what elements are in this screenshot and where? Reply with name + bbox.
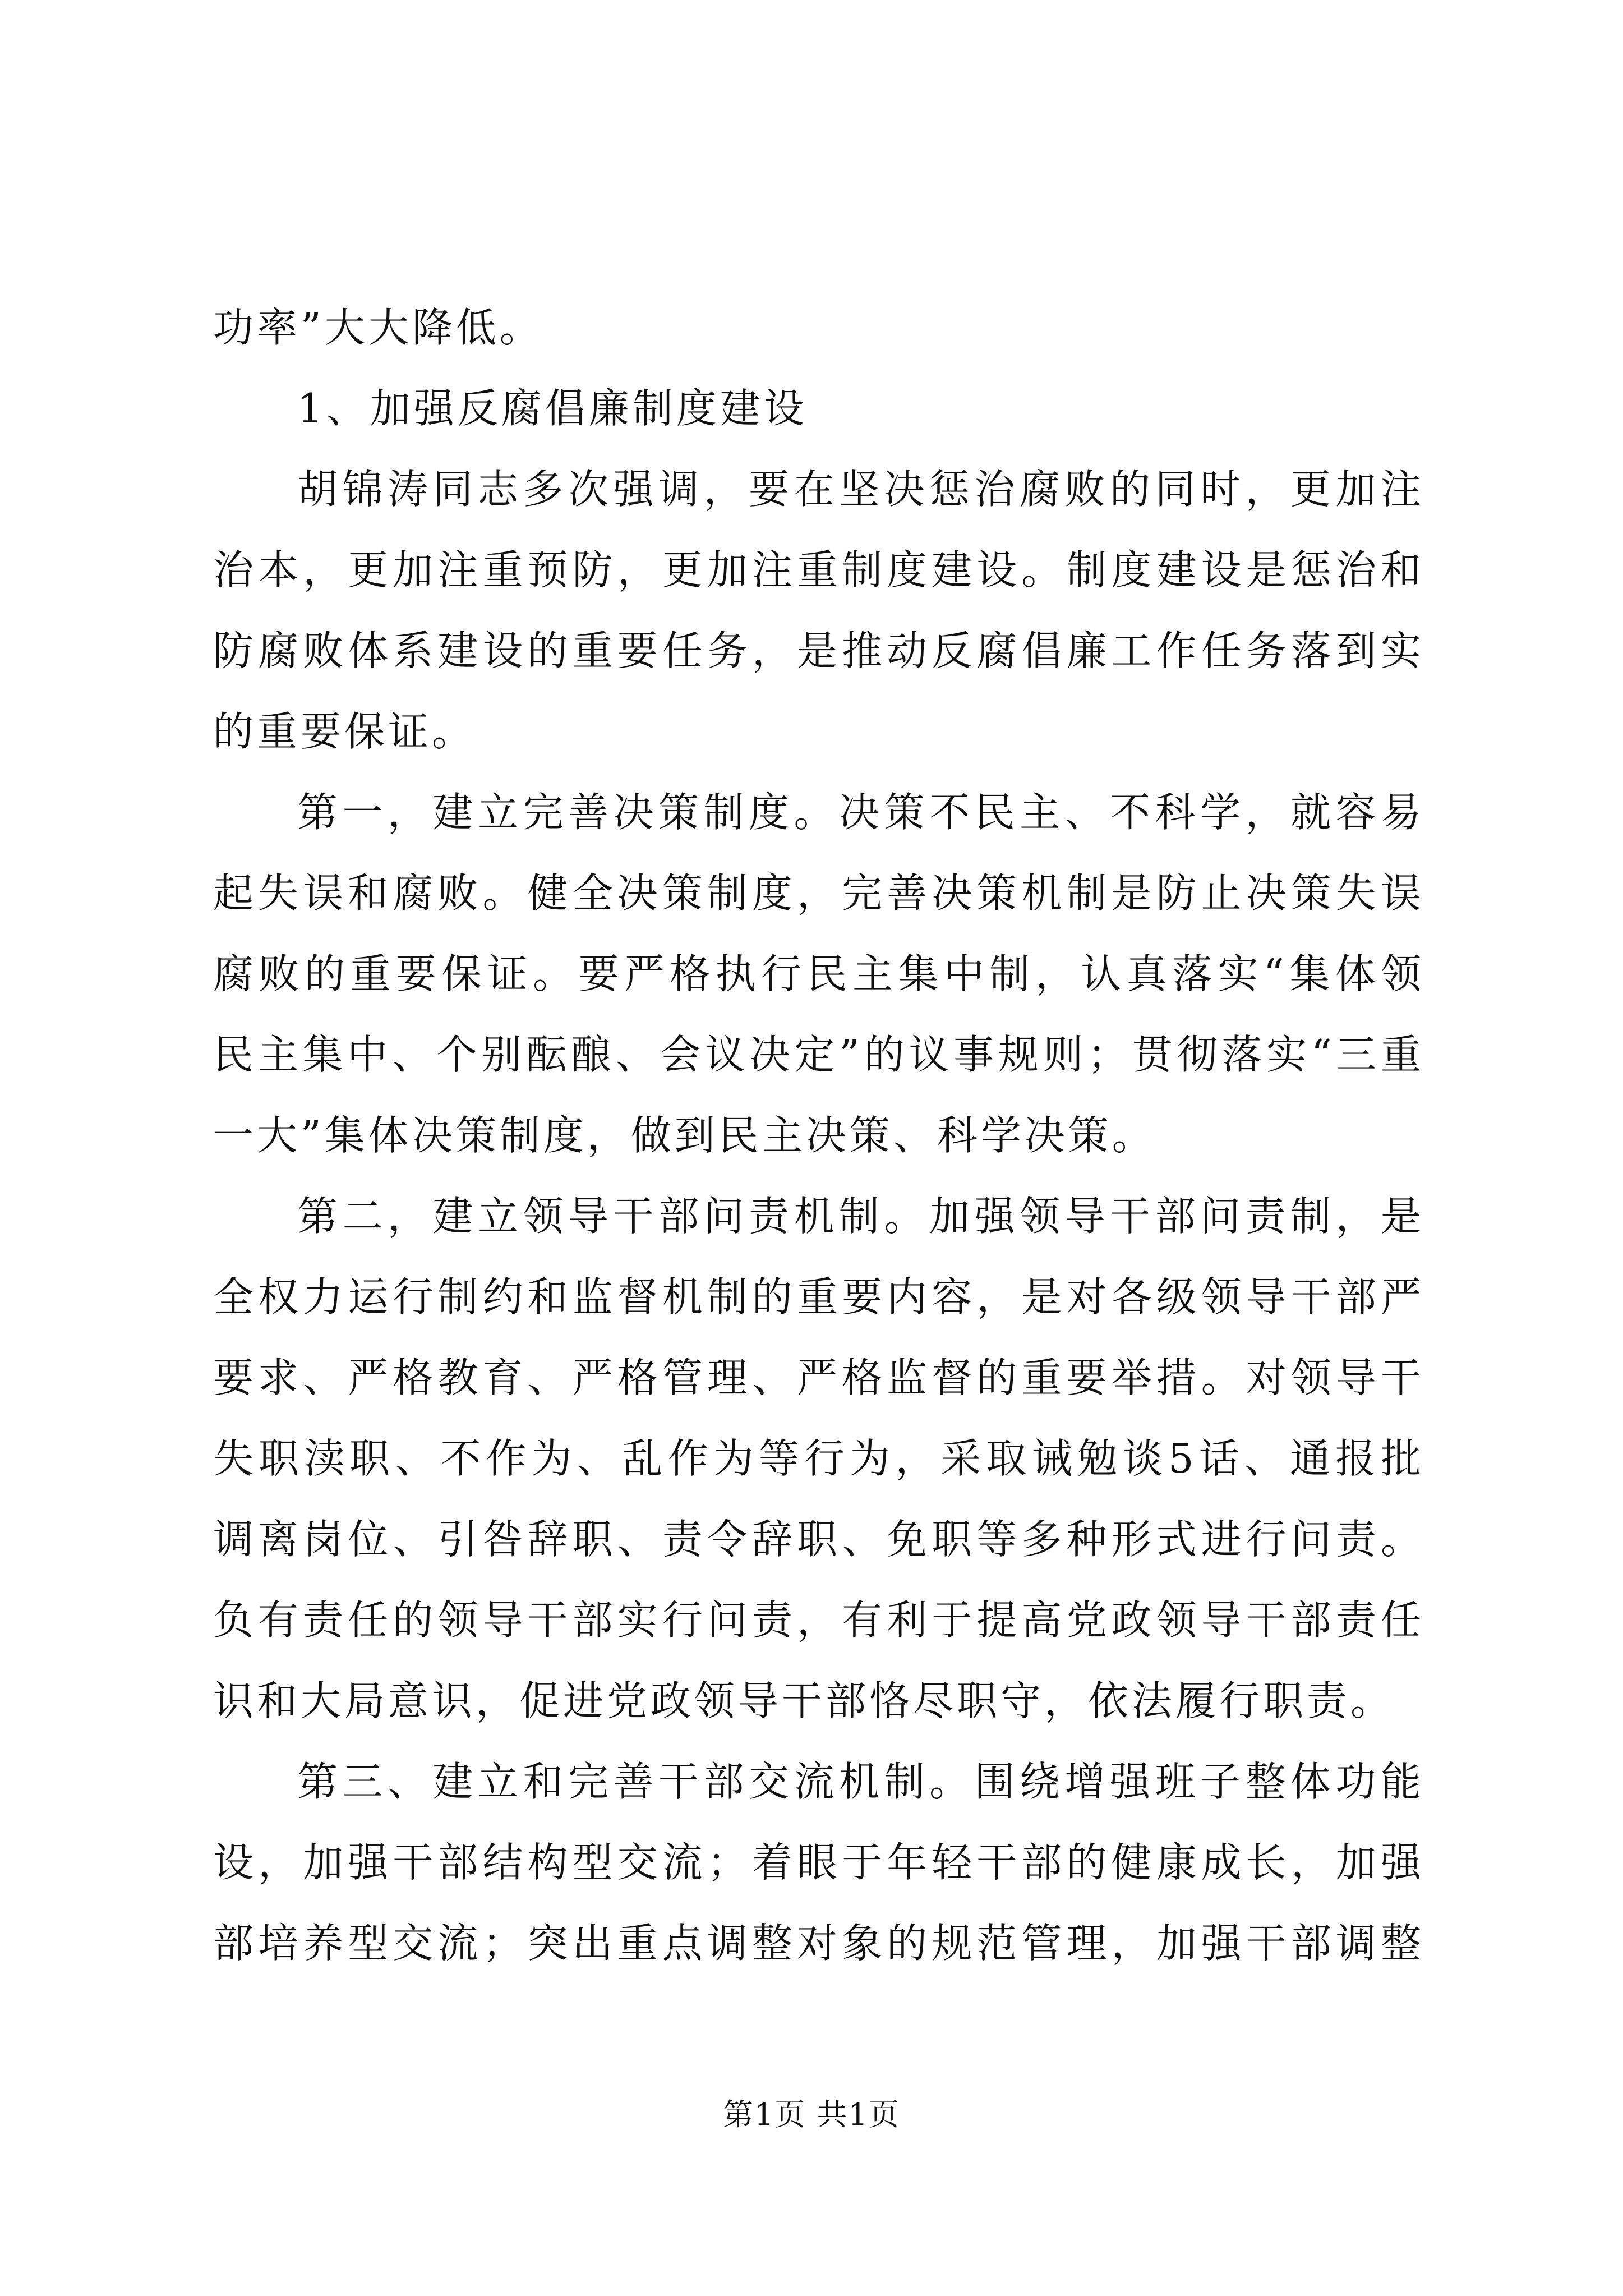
text-line: 起失误和腐败。健全决策制度，完善决策机制是防止决策失误 [213, 869, 1424, 917]
text-line: 失职渎职、不作为、乱作为等行为，采取诫勉谈5话、通报批 [213, 1435, 1424, 1482]
text-line: 识和大局意识，促进党政领导干部恪尽职守，依法履行职责。 [213, 1677, 1395, 1724]
text-line: 全权力运行制约和监督机制的重要内容，是对各级领导干部严 [213, 1273, 1424, 1320]
text-line: 防腐败体系建设的重要任务，是推动反腐倡廉工作任务落到实 [213, 627, 1424, 674]
text-line: 胡锦涛同志多次强调，要在坚决惩治腐败的同时，更加注 [297, 466, 1424, 513]
text-line: 腐败的重要保证。要严格执行民主集中制，认真落实“集体领 [213, 950, 1424, 997]
text-line: 一大”集体决策制度，做到民主决策、科学决策。 [213, 1112, 1156, 1159]
text-line: 部培养型交流；突出重点调整对象的规范管理，加强干部调整 [213, 1920, 1424, 1967]
text-line: 负有责任的领导干部实行问责，有利于提高党政领导干部责任 [213, 1596, 1424, 1644]
text-line: 治本，更加注重预防，更加注重制度建设。制度建设是惩治和 [213, 546, 1424, 593]
text-line: 的重要保证。 [213, 708, 476, 755]
text-line: 第三、建立和完善干部交流机制。围绕增强班子整体功能 [297, 1758, 1424, 1805]
text-line: 设，加强干部结构型交流；着眼于年轻干部的健康成长，加强 [213, 1839, 1424, 1886]
text-line: 要求、严格教育、严格管理、严格监督的重要举措。对领导干 [213, 1354, 1424, 1401]
text-line: 第二，建立领导干部问责机制。加强领导干部问责制，是 [297, 1193, 1424, 1240]
text-line: 第一，建立完善决策制度。决策不民主、不科学，就容易 [297, 789, 1424, 836]
page-number-footer: 第1页 共1页 [723, 2097, 900, 2132]
section-heading: 1、加强反腐倡廉制度建设 [297, 385, 808, 432]
document-body [213, 287, 1424, 1984]
text-line: 民主集中、个别酝酿、会议决定”的议事规则；贯彻落实“三重 [213, 1031, 1424, 1078]
text-line: 功率”大大降低。 [213, 304, 543, 351]
text-line: 调离岗位、引咎辞职、责令辞职、免职等多种形式进行问责。 [213, 1516, 1424, 1563]
